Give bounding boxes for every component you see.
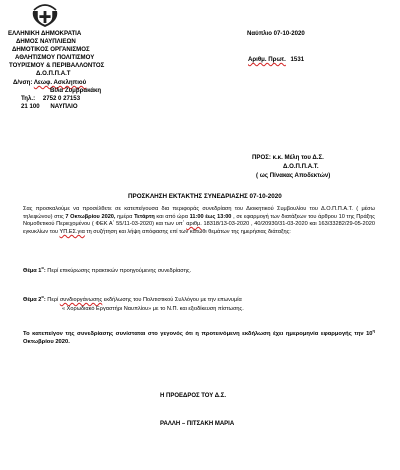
meeting-day: Τετάρτη <box>134 213 155 220</box>
address-block <box>13 79 101 111</box>
address-value: Λεωφ. Ασκληπιού <box>33 79 87 86</box>
recipient-org: Δ.Ο.Π.Π.Α.Τ. <box>283 163 319 170</box>
issuer-header <box>8 30 104 78</box>
phone-label: Τηλ.: <box>21 95 36 102</box>
address-label: Δ/νση: <box>13 79 33 86</box>
protocol-number-line <box>248 56 304 64</box>
greek-coat-of-arms-icon <box>31 1 59 28</box>
recipient-line: ΠΡΟΣ: κ.κ. Μέλη του Δ.Σ. <box>252 154 324 161</box>
city: ΝΑΥΠΛΙΟ <box>50 103 78 110</box>
org-line: ΔΗΜΟΤΙΚΟΣ ΟΡΓΑΝΙΣΜΟΣ <box>12 46 90 53</box>
meeting-time: 11:00 έως 13:00 <box>189 213 232 220</box>
org-line: ΤΟΥΡΙΣΜΟΥ & ΠΕΡΙΒΑΛΛΟΝΤΟΣ <box>9 62 105 69</box>
intro-paragraph: Σας προσκαλούμε να προσέλθετε σε κατεπείγουσα δια περιφοράς συνεδρίαση του Διοικητικού Συμβουλίου του Δ.Ο.Π.Π.Α.Τ. ( μέσω τηλεφώνου) στις 7 Οκτωβρίου 2020, ημέρα Τετάρτη και από ώρα 11:00 έως 13:00 , σε εφαρμογή των διατάξεων του άρθρου 10 της Πράξης Νομοθετικού Περιεχομένου ( ΦΕΚ Α΄ 55/11-03-2020) και των υπ΄ αριθμ. 18318/13-03-2020 , 40/20930/31-03-2020 και 163/33282/29-05-2020 εγκυκλίων του ΥΠ.ΕΣ.για τη συζήτηση και λήψη απόφασης επί των κάτωθι θεμάτων της ημερήσιας διάταξης: <box>23 206 375 235</box>
postal-code: 21 100 <box>21 103 40 110</box>
document-title: ΠΡΟΣΚΛΗΣΗ ΕΚΤΑΚΤΗΣ ΣΥΝΕΔΡΙΑΣΗΣ 07-10-2020 <box>128 193 282 200</box>
protocol-number: 1531 <box>290 56 305 63</box>
urgency-paragraph: Το κατεπείγον της συνεδρίασης συνίσταται στο γεγονός ότι η προτεινόμενη εκδήλωση έχει ημερομηνία εφαρμογής την $10^\eta$ Οκτωβρίου 2020. <box>23 328 375 345</box>
place-date: Ναύπλιο 07-10-2020 <box>247 30 305 37</box>
org-line: ΕΛΛΗΝΙΚΗ ΔΗΜΟΚΡΑΤΙΑ <box>8 30 82 37</box>
address-line <box>13 79 101 87</box>
phone-value: 2752 0 27153 <box>42 95 81 102</box>
address-line-2: Βίλα Ζυμβρακάκη <box>50 87 102 94</box>
topic-label: Θέμα 2 <box>23 296 42 303</box>
phone-line <box>13 95 101 103</box>
recipient-note: ( ως Πίνακας Αποδεκτών) <box>256 172 331 179</box>
signatory-name: ΡΑΛΛΗ – ΠΙΤΣΑΚΗ ΜΑΡΙΑ <box>160 421 235 427</box>
meeting-date: 7 Οκτωβρίου 2020, <box>65 213 116 220</box>
agenda-topic-2-line-2: « Χορωδιακό Εργαστήρι Ναυπλίου» με το Ν.Π. και εξειδίκευση πίστωσης. <box>62 306 244 312</box>
signatory-role: Η ΠΡΟΕΔΡΟΣ ΤΟΥ Δ.Σ. <box>160 393 227 399</box>
topic-text: εκδήλωσης του Πολιτιστικού Συλλόγου με την επωνυμία <box>102 296 242 303</box>
postal-line <box>13 103 101 111</box>
topic-label: Θέμα 1 <box>23 267 42 274</box>
agenda-topic-2: Θέμα $2^o$: Περί συνδιοργάνωσης εκδήλωσης του Πολιτιστικού Συλλόγου με την επωνυμία <box>23 294 242 303</box>
org-line: ΔΗΜΟΣ ΝΑΥΠΛΙΕΩΝ <box>16 38 76 45</box>
agenda-topic-1: Θέμα $1^o$: Περί επικύρωσης πρακτικών προηγούμενης συνεδρίασης. <box>23 265 192 274</box>
topic-text: Περί επικύρωσης πρακτικών προηγούμενης συνεδρίασης. <box>45 267 192 274</box>
protocol-label: Αριθμ. Πρωτ. <box>248 56 286 63</box>
org-line: ΑΘΛΗΤΙΣΜΟΥ ΠΟΛΙΤΙΣΜΟΥ <box>15 54 95 61</box>
org-line: Δ.Ο.Π.Π.Α.Τ <box>36 70 71 77</box>
